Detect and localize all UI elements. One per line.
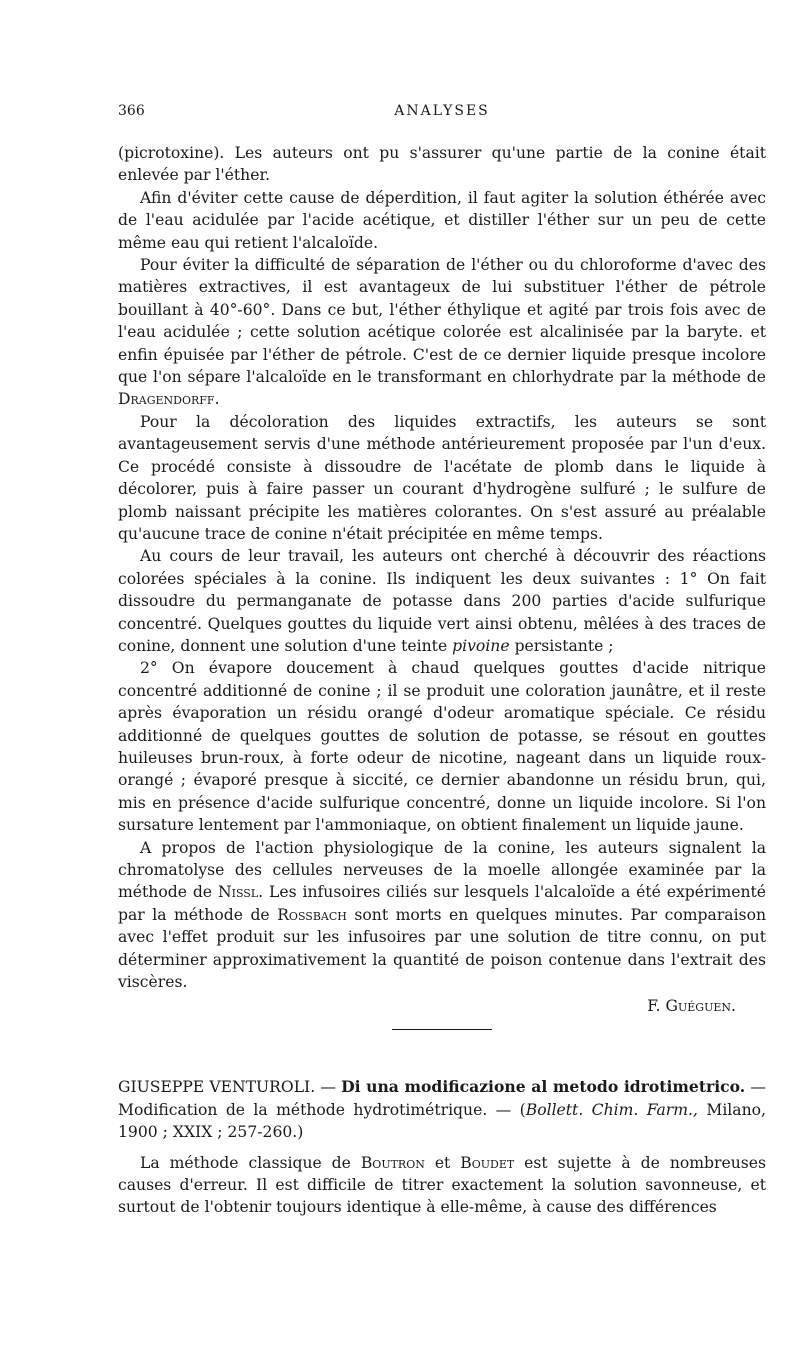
document-page [118, 100, 766, 1219]
author-name-rossbach: Rossbach [277, 905, 347, 924]
paragraph-5 [118, 545, 766, 657]
author-name-dragendorff: Dragendorff [118, 390, 215, 409]
author-name-boudet: Boudet [460, 1153, 515, 1172]
author-name-boutron: Boutron [360, 1153, 425, 1172]
page-header [118, 100, 766, 124]
article-paragraph-1 [118, 1152, 766, 1219]
page-number: 366 [118, 103, 145, 119]
paragraph-5-end: persistante ; [514, 636, 614, 655]
article-title: Di una modificazione al metodo idrotimetrico. [341, 1077, 746, 1097]
paragraph-3-end: . [214, 390, 220, 409]
citation-details: Milano, 1900 ; XXIX ; 257-260.) [118, 1100, 766, 1142]
article-translation: Modification de la méthode hydrotimétrique. [118, 1100, 488, 1119]
section-divider [392, 1029, 492, 1030]
running-title: ANALYSES [394, 103, 490, 119]
article-heading [118, 1076, 766, 1143]
signature-name: Guéguen [665, 997, 732, 1016]
article-p1-c: est sujette à de nombreuses causes d'erreur. Il est difficile de titrer exactement la solution savonneuse, et surtout de l'obtenir toujours identique à elle-même, à cause des différences [118, 1153, 766, 1217]
article-author: GIUSEPPE VENTUROLI. [118, 1078, 316, 1097]
paragraph-3-text: Pour éviter la difficulté de séparation de l'éther ou du chloroforme d'avec des matières extractives, il est avantageux de lui substituer l'éther de pétrole bouillant à 40°-60°. Dans ce but, l'éther éthylique et agité par trois fois avec de l'eau acidulée ; cette solution acétique colorée est alcalinisée par la baryte. et enfin épuisée par l'éther de pétrole. C'est de ce dernier liquide presque incolore que l'on sépare l'alcaloïde en le transformant en chlorhydrate par la méthode de [118, 256, 766, 387]
article-p1-a: La méthode classique de [140, 1153, 351, 1172]
signature-end: . [731, 997, 736, 1016]
author-name-nissl: Nissl [217, 883, 259, 902]
heading-dash-1: — [315, 1078, 342, 1097]
heading-dash-2: — [745, 1078, 766, 1097]
paragraph-7 [118, 837, 766, 994]
paragraph-4: Pour la décoloration des liquides extractifs, les auteurs se sont avantageusement servis d'une méthode antérieurement proposée par l'un d'eux. Ce procédé consiste à dissoudre de l'acétate de plomb dans le liquide à décolorer, puis à faire passer un courant d'hydrogène sulfuré ; le sulfure de plomb naissant précipite les matières colorantes. On s'est assuré au préalable qu'aucune trace de conine n'était précipitée en même temps. [118, 412, 766, 543]
journal-citation: Bollett. Chim. Farm., [525, 1100, 698, 1119]
italic-term-pivoine: pivoine [452, 636, 510, 655]
paragraph-1: (picrotoxine). Les auteurs ont pu s'assurer qu'une partie de la conine était enlevée par l'éther. [118, 144, 766, 185]
paragraph-5-text: Au cours de leur travail, les auteurs ont cherché à découvrir des réactions colorées spéciales à la conine. Ils indiquent les deux suivantes : 1° On fait dissoudre du permanganate de potasse dans 200 parties d'acide sulfurique concentré. Quelques gouttes du liquide vert ainsi obtenu, mêlées à des traces de conine, donnent une solution d'une teinte [118, 547, 766, 655]
paragraph-3 [118, 254, 766, 411]
paragraph-7-c: sont morts en quelques minutes. Par comparaison avec l'effet produit sur les infusoires par une solution de titre connu, on put déterminer approximativement la quantité de poison contenue dans l'extrait des viscères. [118, 905, 766, 992]
paragraph-2: Afin d'éviter cette cause de déperdition, il faut agiter la solution éthérée avec de l'eau acidulée par l'acide acétique, et distiller l'éther sur un peu de cette même eau qui retient l'alcaloïde. [118, 188, 766, 252]
heading-dash-3: — ( [487, 1100, 526, 1119]
signature [118, 995, 736, 1017]
signature-initial: F. [647, 997, 661, 1016]
paragraph-7-a: A propos de l'action physiologique de la conine, les auteurs signalent la chromatolyse des cellules nerveuses de la moelle allongée examinée par la méthode de [118, 838, 766, 902]
article-p1-b: et [434, 1153, 451, 1172]
paragraph-7-b: . Les infusoires ciliés sur lesquels l'alcaloïde a été expérimenté par la méthode de [118, 883, 766, 924]
paragraph-6: 2° On évapore doucement à chaud quelques gouttes d'acide nitrique concentré additionné de conine ; il se produit une coloration jaunâtre, et il reste après évaporation un résidu orangé d'odeur aromatique spéciale. Ce résidu additionné de quelques gouttes de solution de potasse, se résout en gouttes huileuses brun-roux, à forte odeur de nicotine, nageant dans un liquide roux-orangé ; évaporé presque à siccité, ce dernier abandonne un résidu brun, qui, mis en présence d'acide sulfurique concentré, donne un liquide incolore. Si l'on sursature lentement par l'ammoniaque, on obtient finalement un liquide jaune. [118, 659, 766, 835]
